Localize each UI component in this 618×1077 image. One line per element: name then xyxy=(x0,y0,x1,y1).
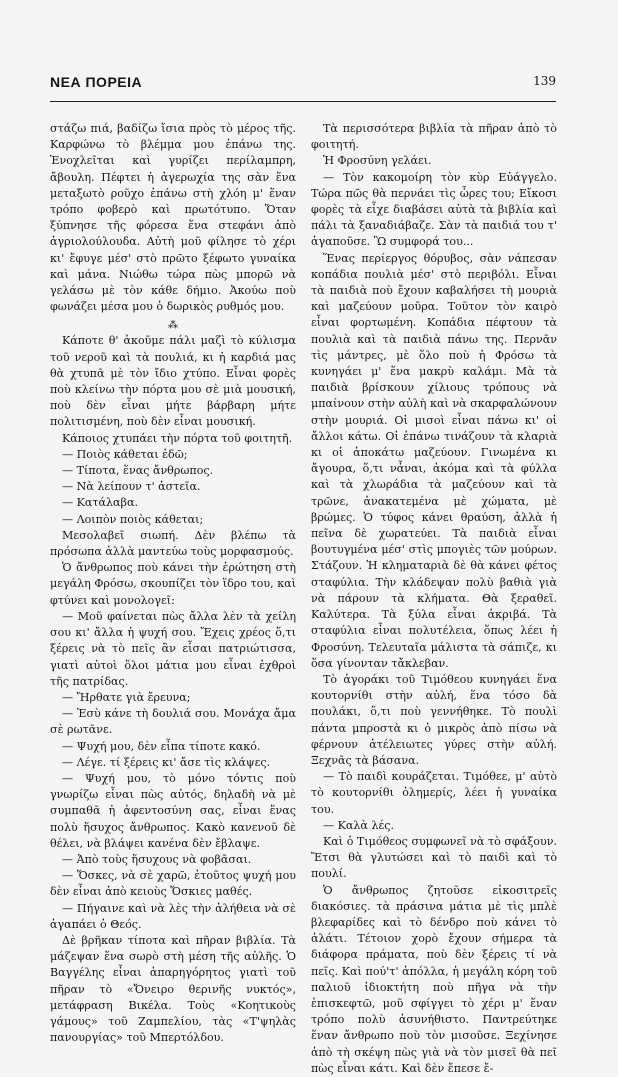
section-separator: ⁂ xyxy=(168,320,178,332)
dialogue-line: — Τίποτα, ἕνας ἄνθρωπος. xyxy=(62,464,214,478)
paragraph: Καὶ ὁ Τιμόθεος συμφωνεῖ νὰ τὸ σφάξουν. Ἔτσι θὰ γλυτώσει καὶ τὸ παιδὶ καὶ τὸ πουλί. xyxy=(311,834,557,881)
paragraph: Δὲ βρῆκαν τίποτα καὶ πῆραν βιβλία. Τὰ μάζεψαν ἕνα σωρὸ στὴ μέση τῆς αὐλῆς. Ὁ Βαγγέλης εἶναι ἀπαρηγόρητος γιατὶ τοῦ πῆραν τὸ «Ὄνειρο θερινῆς νυκτός», μετάφραση Βικέλα. Τοὺς «Κοητικοὺς γάμους» τοῦ Ζαμπελίου, τὰς «Τ'ψηλὰς πανουργίας» τοῦ Μπερτόλδου. xyxy=(50,933,296,1045)
dialogue-line: — Ψυχή μου, δὲν εἶπα τίποτε κακό. xyxy=(62,739,261,753)
paragraph: Ἕνας περίεργος θόρυβος, σὰν νάπεσαν κοπάδια πουλιὰ μέσ' στὸ περιβόλι. Εἶναι τὰ παιδιὰ ποὺ ἔχουν καβαλήσει τὴ μουριὰ καὶ μαζεύουν μοῦρα. Τοῦτον τὸν καιρὸ εἶναι φορτωμένη. Κοπάδια πέφτουν τὰ πουλιὰ καὶ τὰ παιδιὰ πάνω της. Περνᾶν τὶς μάντρες, μὲ ὅλο ποὺ ἡ Φρόσω τὰ κυνηγάει μ' ἕνα μακρὺ καλάμι. Μὰ τὰ παιδιὰ βρίσκουν χίλιους τρόπους νὰ μπαίνουν στὴν αὐλὴ καὶ νὰ σκαρφαλώνουν στὴν μουριά. Οἱ μισοὶ εἶναι πάνω κι' οἱ ἄλλοι κάτω. Οἱ ἐπάνω τινάζουν τὰ κλαριὰ κι οἱ ἀποκάτω μαζεύουν. Γινωμένα κι ἄγουρα, ὅ,τι νἆναι, ἀκόμα καὶ τὰ φύλλα καὶ τὰ χλωράδια τὰ μαζεύουν καὶ τὰ τρῶνε, ἀνακατεμένα μὲ χώματα, μὲ βρώμες. Ὁ τύφος κάνει θραύση, ἀλλὰ ἡ πεῖνα δὲ χωρατεύει. Τὰ παιδιὰ εἶναι βουτυγμένα μέσ' στὶς μπογιὲς τῶν μούρων. Στάζουν. Ἡ κληματαριὰ δὲ θὰ κάνει φέτος σταφύλια. Τὴν κλάδεψαν πολὺ βαθιὰ γιὰ νὰ πάρουν τὰ κλήματα. Θὰ ξεραθεῖ. Καλύτερα. Τὰ ξύλα εἶναι ἀκριβά. Τὰ σταφύλια εἶναι πολυτέλεια, ὅπως λέει ἡ Φροσύνη. Τελευταῖα μάλιστα τὰ σάπιζε, κι ὅσα γίνονταν τἄκλεβαν. xyxy=(311,251,557,670)
dialogue-line: — Μοῦ φαίνεται πὼς ἄλλα λὲν τὰ χείλη σου κι' ἄλλα ἡ ψυχή σου. Ἔχεις χρέος ὅ,τι ξέρεις νὰ τὸ πεῖς ἂν εἶσαι πατριώτισσα, γιατὶ αὐτοὶ ὅλοι μάτια μου εἶναι ἐχθροὶ τῆς πατρίδας. xyxy=(50,609,296,688)
dialogue-line: — Ψυχή μου, τὸ μόνο τόντις ποὺ γνωρίζω εἶναι πὼς αὐτός, δηλαδὴ νὰ μὲ συμπαθᾶ ἡ ἀφεντοσύνη σας, εἶναι ἕνας πολὺ ἥσυχος ἄνθρωπος. Κακὸ κανενοῦ δὲ θέλει, νὰ βλάψει κανένα δὲν ἔβλαψε. xyxy=(50,771,296,850)
dialogue-line: — Ὅσκες, νὰ σὲ χαρῶ, ἐτοῦτος ψυχή μου δὲν εἶναι ἀπὸ κειοὺς Ὅσκιες μαθές. xyxy=(50,869,296,899)
running-title: ΝΕΑ ΠΟΡΕΙΑ xyxy=(50,74,143,90)
page-number: 139 xyxy=(533,74,556,88)
right-column xyxy=(311,121,557,1077)
dialogue-line: — Πήγαινε καὶ νὰ λὲς τὴν ἀλήθεια νὰ σὲ ἀγαπάει ὁ Θεός. xyxy=(50,901,296,931)
paragraph: Τὸ ἀγοράκι τοῦ Τιμόθεου κυνηγάει ἕνα κουτορνίθι στὴν αὐλή, ἕνα τόσο δὰ πουλάκι, ὅ,τι ποὺ γεννήθηκε. Τὸ πουλὶ πάντα μπροστὰ κι ὁ μικρὸς ἀπὸ πίσω νὰ φέρνουν ἀτέλειωτες γύρες στὴν αὐλή. Ξεχνᾶς τὰ βάσανα. xyxy=(311,672,557,767)
dialogue-line: — Νὰ λείπουν τ' ἀστεῖα. xyxy=(62,480,201,494)
paragraph: Κάποιος χτυπάει τὴν πόρτα τοῦ φοιτητῆ. xyxy=(62,431,293,445)
header-rule xyxy=(50,101,556,102)
running-header xyxy=(50,74,556,94)
left-column xyxy=(50,121,296,1046)
dialogue-line: — Λοιπὸν ποιὸς κάθεται; xyxy=(62,512,204,526)
paragraph: στάζω πιά, βαδίζω ἴσια πρὸς τὸ μέρος τῆς. Καρφώνω τὸ βλέμμα μου ἐπάνω της. Ἐνοχλεῖται καὶ γυρίζει περίλαμπρη, ἄβουλη. Πέφτει ἡ ἀγερωχία της σὰν ἕνα μεταξωτὸ ροῦχο ἐπάνω στὴ χλόη μ' ἕναν τρόπο φοβερὸ καὶ πρωτότυπο. Ὅταν ξύπνησε τῆς φόρεσα ἕνα στεφάνι ἀπὸ ἀγριολούλουδα. Αὐτὴ μοῦ φίλησε τὸ χέρι κι' ἔφυγε μέσ' στὸ πρῶτο ξέφωτο γυναίκα καὶ μάνα. Νιώθω τώρα πὼς μπορῶ νὰ γελάσω μὲ τὸν κάθε δήμιο. Ἀκούω ποὺ φωνάζει μέσα μου ὁ δωρικὸς ρυθμός μου. xyxy=(50,122,296,314)
paragraph: Κάποτε θ' ἀκοῦμε πάλι μαζὶ τὸ κύλισμα τοῦ νεροῦ καὶ τὰ πουλιά, κι ἡ καρδιά μας θὰ χτυπᾶ μὲ τὸν ἴδιο χτύπο. Εἶναι φορὲς ποὺ κλείνω τὴν πόρτα μου σὲ μιὰ μουσική, ποὺ δὲν εἶναι μήτε βάρβαρη μήτε πολιτισμένη, ποὺ δὲν εἶναι μουσική. xyxy=(50,334,296,429)
dialogue-line: — Ἐσὺ κάνε τὴ δουλιά σου. Μονάχα ἄμα σὲ ρωτᾶνε. xyxy=(50,707,296,737)
dialogue-line: — Ἀπὸ τοὺς ἥσυχους νὰ φοβᾶσαι. xyxy=(62,852,252,866)
dialogue-line: — Καλὰ λές. xyxy=(323,818,394,832)
paragraph: Ἡ Φροσύνη γελάει. xyxy=(323,154,432,168)
paragraph: Ὁ ἄνθρωπος ποὺ κάνει τὴν ἐρώτηση στὴ μεγάλη Φρόσω, σκουπίζει τὸν ἵδρο του, καὶ φτύνει καὶ μονολογεῖ: xyxy=(50,561,296,607)
dialogue-line: — Ποιὸς κάθεται ἐδῶ; xyxy=(62,447,188,461)
dialogue-line: — Ἤρθατε γιὰ ἔρευνα; xyxy=(62,690,191,704)
paragraph: Τὰ περισσότερα βιβλία τὰ πῆραν ἀπὸ τὸ φοιτητή. xyxy=(311,122,557,152)
dialogue-line: — Τὸ παιδὶ κουράζεται. Τιμόθεε, μ' αὐτὸ τὸ κουτορνίθι ὀλημερίς, λέει ἡ γυναίκα του. xyxy=(311,770,557,816)
dialogue-line: — Κατάλαβα. xyxy=(62,496,138,510)
paragraph: Μεσολαβεῖ σιωπή. Δὲν βλέπω τὰ πρόσωπα ἀλλὰ μαντεύω τοὺς μορφασμούς. xyxy=(50,528,296,559)
dialogue-line: — Τὸν κακομοίρη τὸν κὺρ Εὐάγγελο. Τώρα πῶς θὰ περνάει τὶς ὧρες του; Εἴκοσι φορὲς τὰ εἶχε διαβάσει αὐτὰ τὰ βιβλία καὶ πάλι τὰ ξαναδιάβαζε. Σὰν τὰ παιδιά του τ' ἀγαποῦσε. Ὢ συμφορά του... xyxy=(311,170,557,249)
dialogue-line: — Λέγε. τί ξέρεις κι' ἄσε τὶς κλάψες. xyxy=(62,755,271,769)
paragraph: Ὁ ἄνθρωπος ζητοῦσε εἰκοσιτρεῖς διακόσιες. τὰ πράσινα μάτια μὲ τὶς μπλὲ βλεφαρίδες καὶ τὸ δένδρο ποὺ κάνει τὸ ἀλάτι. Τέτοιον χορὸ ἔχουν σήμερα τὰ διάφορα πράματα, ποὺ δὲν ξέρεις τί νὰ πεῖς. Καὶ πού'τ' ἀπόλλα, ἡ μεγάλη κόρη τοῦ παλιοῦ ἰδιοκτήτη ποὺ πῆγα νὰ τὴν ἐπισκεφτῶ, μοῦ σφίγγει τὸ χέρι μ' ἕναν τρόπο πολὺ ἀσυνήθιστο. Παντρεύτηκε ἕναν ἄνθρωπο ποὺ τὸν μισοῦσε. Ξεχίνησε ἀπὸ τὴ σκέψη πὼς γιὰ νὰ τὸν μισεῖ θὰ πεῖ πὼς εἶναι κάτι. Καὶ δὲν ἔπεσε ἔ- xyxy=(311,883,557,1075)
